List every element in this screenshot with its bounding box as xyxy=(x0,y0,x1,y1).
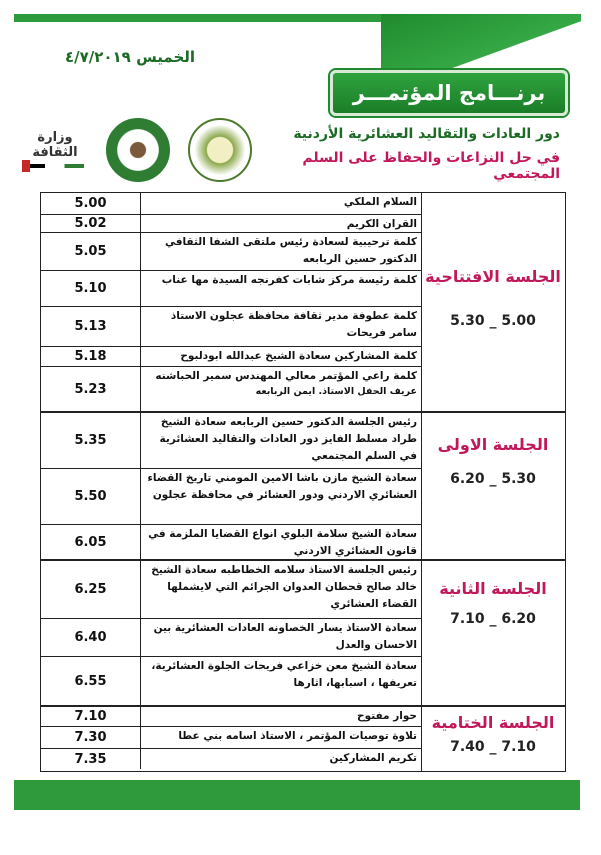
conference-subtitle-line2: في حل النزاعات والحفاظ على السلم المجتمعي xyxy=(302,150,560,182)
session-time: 7.10 _ 6.20 xyxy=(450,611,536,627)
bottom-green-band xyxy=(14,780,580,810)
table-row xyxy=(41,619,421,657)
item-time: 6.05 xyxy=(41,525,141,559)
session-cell xyxy=(421,707,565,771)
item-time: 5.00 xyxy=(41,193,141,214)
item-text: حوار مفتوح xyxy=(357,710,417,722)
program-title-banner: برنـــامج المؤتمـــر xyxy=(330,70,568,116)
item-text: سعادة الشيخ مازن باشا الامين المومني تاريخ القضاء العشائري الاردني ودور العشائر في محافظة عجلون xyxy=(147,472,417,501)
program-table xyxy=(40,192,566,772)
session-name: الجلسة الختامية xyxy=(431,713,555,732)
item-text: كلمة ترحيبية لسعادة رئيس ملتقى الشفا الثقافي الدكتور حسين الربابعه xyxy=(164,236,417,265)
item-time: 5.10 xyxy=(41,271,141,306)
item-text: كلمة المشاركين سعادة الشيخ عبدالله ابودلبوح xyxy=(180,350,417,362)
session-first xyxy=(41,413,565,561)
table-row xyxy=(41,307,421,347)
item-time: 6.25 xyxy=(41,561,141,618)
conference-subtitle-line1: دور العادات والتقاليد العشائرية الأردنية xyxy=(293,126,560,142)
item-time: 5.13 xyxy=(41,307,141,346)
session-cell xyxy=(421,413,565,559)
top-right-green-corner xyxy=(381,14,581,74)
table-row xyxy=(41,413,421,469)
youth-center-logo-icon xyxy=(188,118,252,182)
session-name: الجلسة الاولى xyxy=(437,435,549,454)
item-text: تلاوة توصيات المؤتمر ، الاستاذ اسامه بني عطا xyxy=(178,730,417,742)
item-time: 7.30 xyxy=(41,727,141,748)
item-text: رئيس الجلسة الدكتور حسين الربابعه سعادة الشيخ طراد مسلط الفايز دور العادات والتقاليد العشائرية في السلم المجتمعي xyxy=(159,416,417,462)
table-row xyxy=(41,215,421,233)
item-text: كلمة رئيسة مركز شابات كفرنجه السيدة مها عناب xyxy=(161,274,417,286)
table-row xyxy=(41,525,421,559)
item-text: سعادة الشيخ معن خزاعي فريحات الجلوة العشائرية، تعريفها ، اسبابها، اثارها xyxy=(151,660,417,689)
session-time: 7.40 _ 7.10 xyxy=(450,739,536,755)
table-row xyxy=(41,271,421,307)
session-closing xyxy=(41,707,565,771)
item-time: 5.50 xyxy=(41,469,141,524)
session-name: الجلسة الافتتاحية xyxy=(425,267,561,286)
table-row xyxy=(41,469,421,525)
item-text: سعادة الاستاذ يسار الخصاونه العادات العشائرية بين الاحسان والعدل xyxy=(153,622,417,651)
item-time: 7.10 xyxy=(41,707,141,726)
table-row xyxy=(41,727,421,749)
item-time: 5.18 xyxy=(41,347,141,366)
item-time: 5.02 xyxy=(41,215,141,232)
session-name: الجلسة الثانية xyxy=(439,579,547,598)
table-row xyxy=(41,657,421,705)
table-row xyxy=(41,749,421,769)
item-text: كلمة عطوفة مدير ثقافة محافظة عجلون الاستاذ سامر فريحات xyxy=(170,310,417,339)
item-time: 5.35 xyxy=(41,413,141,468)
item-main-text: كلمة راعي المؤتمر معالي المهندس سمير الحباشنه xyxy=(155,370,417,382)
item-time: 7.35 xyxy=(41,749,141,769)
session-second xyxy=(41,561,565,707)
session-cell xyxy=(421,561,565,705)
table-row xyxy=(41,347,421,367)
item-text: رئيس الجلسة الاستاذ سلامه الخطاطبه سعادة الشيخ خالد صالح قحطان العدوان الجرائم التي لايشملها القضاء العشائري xyxy=(151,564,417,610)
table-row xyxy=(41,707,421,727)
session-opening xyxy=(41,193,565,413)
item-text: سعادة الشيخ سلامة البلوي انواع القضايا الملزمة في قانون العشائري الاردني xyxy=(148,528,417,557)
table-row xyxy=(41,193,421,215)
table-row xyxy=(41,233,421,271)
table-row xyxy=(41,561,421,619)
session-time: 6.20 _ 5.30 xyxy=(450,471,536,487)
item-time: 6.40 xyxy=(41,619,141,656)
shafa-forum-logo-icon xyxy=(106,118,170,182)
session-cell xyxy=(421,193,565,411)
item-time: 5.05 xyxy=(41,233,141,270)
item-extra-text: عريف الحفل الاستاذ. ايمن الربابعه xyxy=(255,386,417,397)
flag-stripes-icon xyxy=(26,164,84,168)
item-time: 5.23 xyxy=(41,367,141,411)
table-row xyxy=(41,367,421,411)
flag-triangle-icon xyxy=(22,160,30,172)
session-time: 5.30 _ 5.00 xyxy=(450,313,536,329)
item-text: القران الكريم xyxy=(346,218,417,230)
event-date: الخميس ٤/٧/٢٠١٩ xyxy=(64,48,196,66)
item-text: السلام الملكي xyxy=(343,196,417,208)
item-text: تكريم المشاركين xyxy=(329,752,417,764)
item-text xyxy=(145,367,417,411)
ministry-of-culture-logo-text: وزارة الثقافة xyxy=(32,130,78,160)
item-time: 6.55 xyxy=(41,657,141,705)
